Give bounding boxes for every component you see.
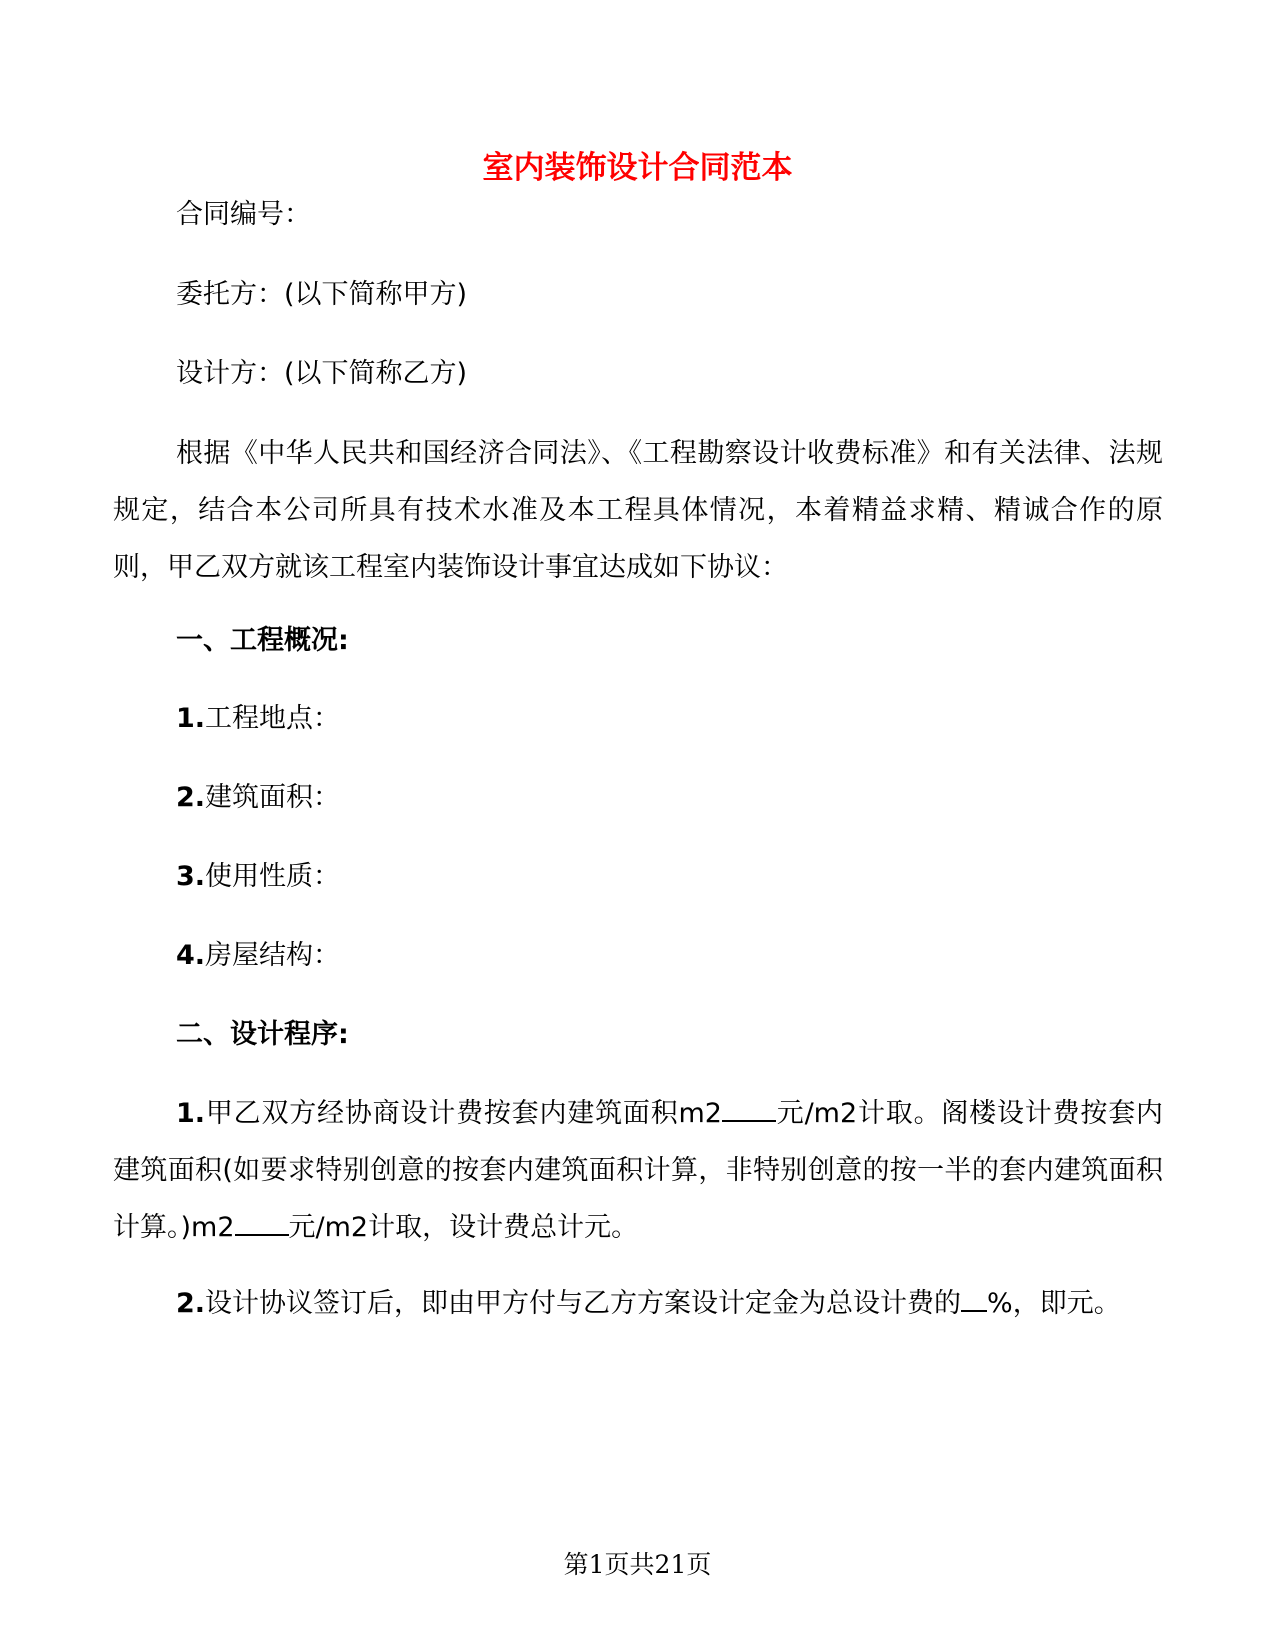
section1-item-location (176, 700, 340, 738)
item-number: 2. (176, 782, 206, 813)
contract-number-field: 合同编号： (176, 199, 311, 230)
intro-paragraph: 根据《中华人民共和国经济合同法》、《工程勘察设计收费标准》和有关法律、法规规定，结合本公司所具有技术水准及本工程具体情况，本着精益求精、精诚合作的原则，甲乙双方就该工程室内装饰设计事宜达成如下协议： (113, 438, 1163, 583)
page-number-footer: 第1页共21页 (563, 1550, 712, 1579)
deposit-percent-blank (961, 1286, 987, 1312)
document-title: 室内装饰设计合同范本 (482, 150, 793, 186)
deposit-text-part-b: %，即元。 (987, 1288, 1121, 1319)
item-label: 使用性质： (205, 861, 341, 892)
item-number: 3. (176, 861, 206, 892)
item-number: 1. (176, 703, 206, 734)
fee-text-part-b: 元/m2计取。阁楼设计费按套内建筑面积(如要求特别创意的按套内建筑面积计算，非特别创意的按一半的套内建筑面积计算。)m2 (113, 1098, 1163, 1243)
item-label: 工程地点： (205, 703, 341, 734)
client-party-field: 委托方：(以下简称甲方) (176, 279, 468, 310)
item-label: 房屋结构： (205, 940, 341, 971)
section1-item-area (176, 779, 340, 817)
item-label: 建筑面积： (205, 782, 341, 813)
item-number: 4. (176, 940, 206, 971)
item-number: 1. (176, 1098, 206, 1129)
section1-item-structure (176, 937, 340, 975)
item-number: 2. (176, 1288, 206, 1319)
section1-heading: 一、工程概况: (176, 625, 349, 656)
deposit-text-part-a: 设计协议签订后，即由甲方付与乙方方案设计定金为总设计费的 (205, 1288, 962, 1319)
fee-text-part-c: 元/m2计取，设计费总计元。 (288, 1212, 639, 1243)
section2-item1-paragraph (113, 1085, 1163, 1256)
fee-rate-blank (722, 1096, 776, 1122)
fee-text-part-a: 甲乙双方经协商设计费按套内建筑面积m2 (205, 1098, 722, 1129)
designer-party-field: 设计方：(以下简称乙方) (176, 358, 468, 389)
section2-heading: 二、设计程序: (176, 1019, 349, 1050)
attic-rate-blank (235, 1210, 289, 1236)
section1-item-usage (176, 858, 340, 896)
section2-item2-paragraph (113, 1275, 1163, 1332)
